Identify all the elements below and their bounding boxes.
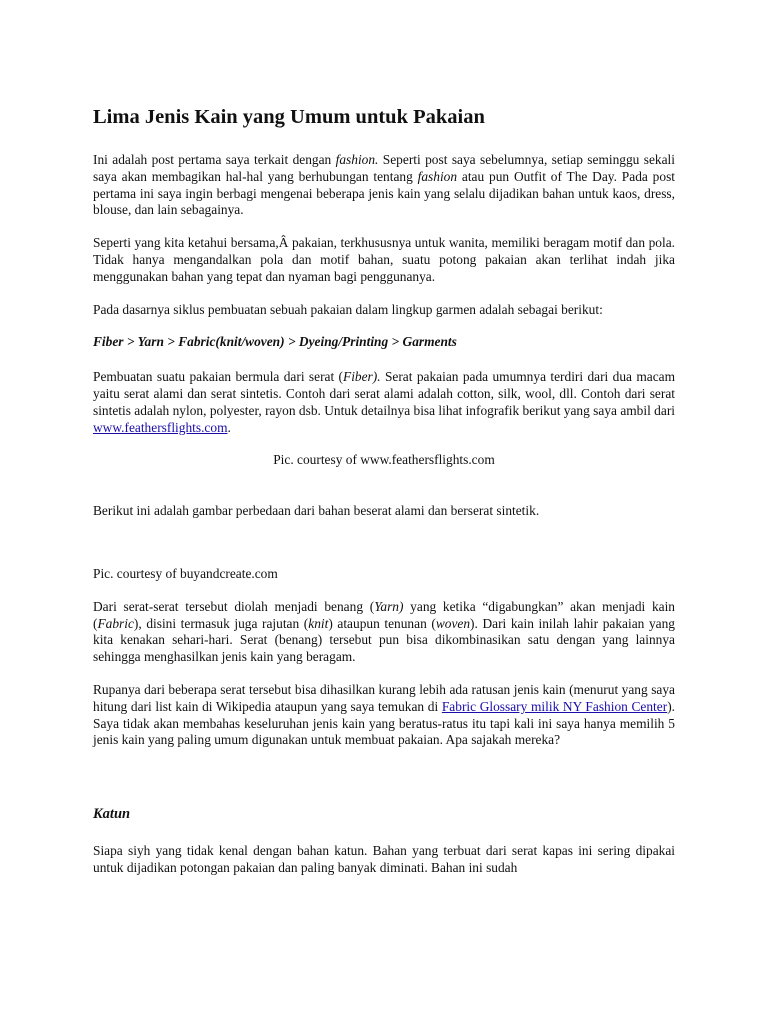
article-title: Lima Jenis Kain yang Umum untuk Pakaian (93, 106, 485, 128)
paragraph-intro (93, 152, 675, 219)
text: ) ataupun tenunan ( (328, 615, 436, 631)
text: Seperti post saya sebelumnya, setiap seminggu sekali saya akan membagikan hal-hal yang berhubungan tentang (93, 152, 675, 184)
link-feathersflights[interactable]: www.feathersflights.com (93, 419, 228, 435)
paragraph-katun: Siapa siyh yang tidak kenal dengan bahan katun. Bahan yang terbuat dari serat kapas ini sering dipakai untuk dijadikan potongan pakaian dan paling banyak diminati. Bahan ini sudah (93, 843, 675, 875)
caption-buyandcreate: Pic. courtesy of buyandcreate.com (93, 565, 278, 581)
text: . (227, 419, 231, 435)
paragraph-fiber (93, 369, 675, 436)
paragraph-motif: Seperti yang kita ketahui bersama,Â pakaian, terkhususnya untuk wanita, memiliki beragam motif dan pola. Tidak hanya mengandalkan pola dan motif bahan, suatu potong pakaian akan terlihat indah jika menggunakan bahan yang tepat dan nyaman bagi penggunanya. (93, 235, 675, 284)
image-placeholder (93, 485, 675, 503)
emphasis-fashion: fashion. (335, 152, 379, 167)
text: ). Saya tidak akan membahas keseluruhan jenis kain yang beratus-ratus itu tapi kali ini saya hanya memilih 5 jenis kain yang paling umum digunakan untuk membuat pakaian. Apa sajakah mereka? (93, 698, 675, 748)
text: yang ketika “digabungkan” akan menjadi kain ( (93, 598, 675, 631)
paragraph-comparison: Berikut ini adalah gambar perbedaan dari bahan beserat alami dan berserat sintetik. (93, 503, 540, 519)
text: Ini adalah post pertama saya terkait dengan (93, 152, 336, 167)
section-heading-katun: Katun (93, 806, 131, 823)
image-placeholder (93, 536, 675, 566)
text: atau pun Outfit of The Day. Pada post pertama ini saya ingin berbagi mengenai beberapa jenis kain yang selalu dijadikan bahan untuk kaos, dress, blouse, dan lain sebagainya. (93, 168, 675, 218)
emphasis-fashion: fashion (417, 168, 458, 184)
text: ), disini termasuk juga rajutan ( (133, 615, 309, 631)
emphasis-woven: woven (435, 615, 471, 631)
paragraph-yarn (93, 599, 675, 666)
text: Pembuatan suatu pakaian bermula dari serat ( (93, 369, 344, 385)
link-fabric-glossary[interactable]: Fabric Glossary milik NY Fashion Center (441, 698, 668, 714)
spacer (93, 765, 675, 805)
paragraph-fabric-types (93, 682, 675, 749)
paragraph-cycle-intro: Pada dasarnya siklus pembuatan sebuah pakaian dalam lingkup garmen adalah sebagai berikut: (93, 301, 603, 317)
emphasis-yarn: Yarn) (374, 598, 404, 614)
garment-cycle-flow: Fiber > Yarn > Fabric(knit/woven) > Dyeing/Printing > Garments (93, 334, 457, 350)
emphasis-fiber: Fiber). (343, 369, 381, 385)
emphasis-fabric: Fabric (97, 615, 134, 631)
text: Rupanya dari beberapa serat tersebut bisa dihasilkan kurang lebih ada ratusan jenis kain (menurut yang saya hitung dari list kain di Wikipedia ataupun yang saya temukan di (93, 681, 675, 714)
emphasis-knit: knit (308, 615, 329, 631)
text: ). Dari kain inilah lahir pakaian yang kita kenakan sehari-hari. Serat (benang) tersebut pun bisa dikombinasikan satu dengan yang lainnya sehingga menghasilkan jenis kain yang beragam. (93, 615, 675, 665)
text: Serat pakaian pada umumnya terdiri dari dua macam yaitu serat alami dan serat sintetis. Contoh dari serat alami adalah cotton, silk, wool, dll. Contoh dari serat sintetis adalah nylon, polyester, rayon dsb. Untuk detailnya bisa lihat infografik berikut yang saya ambil dari (93, 369, 675, 418)
caption-feathersflights: Pic. courtesy of www.feathersflights.com (273, 452, 495, 468)
text: Dari serat-serat tersebut diolah menjadi benang ( (93, 598, 375, 614)
article-body (93, 104, 675, 893)
